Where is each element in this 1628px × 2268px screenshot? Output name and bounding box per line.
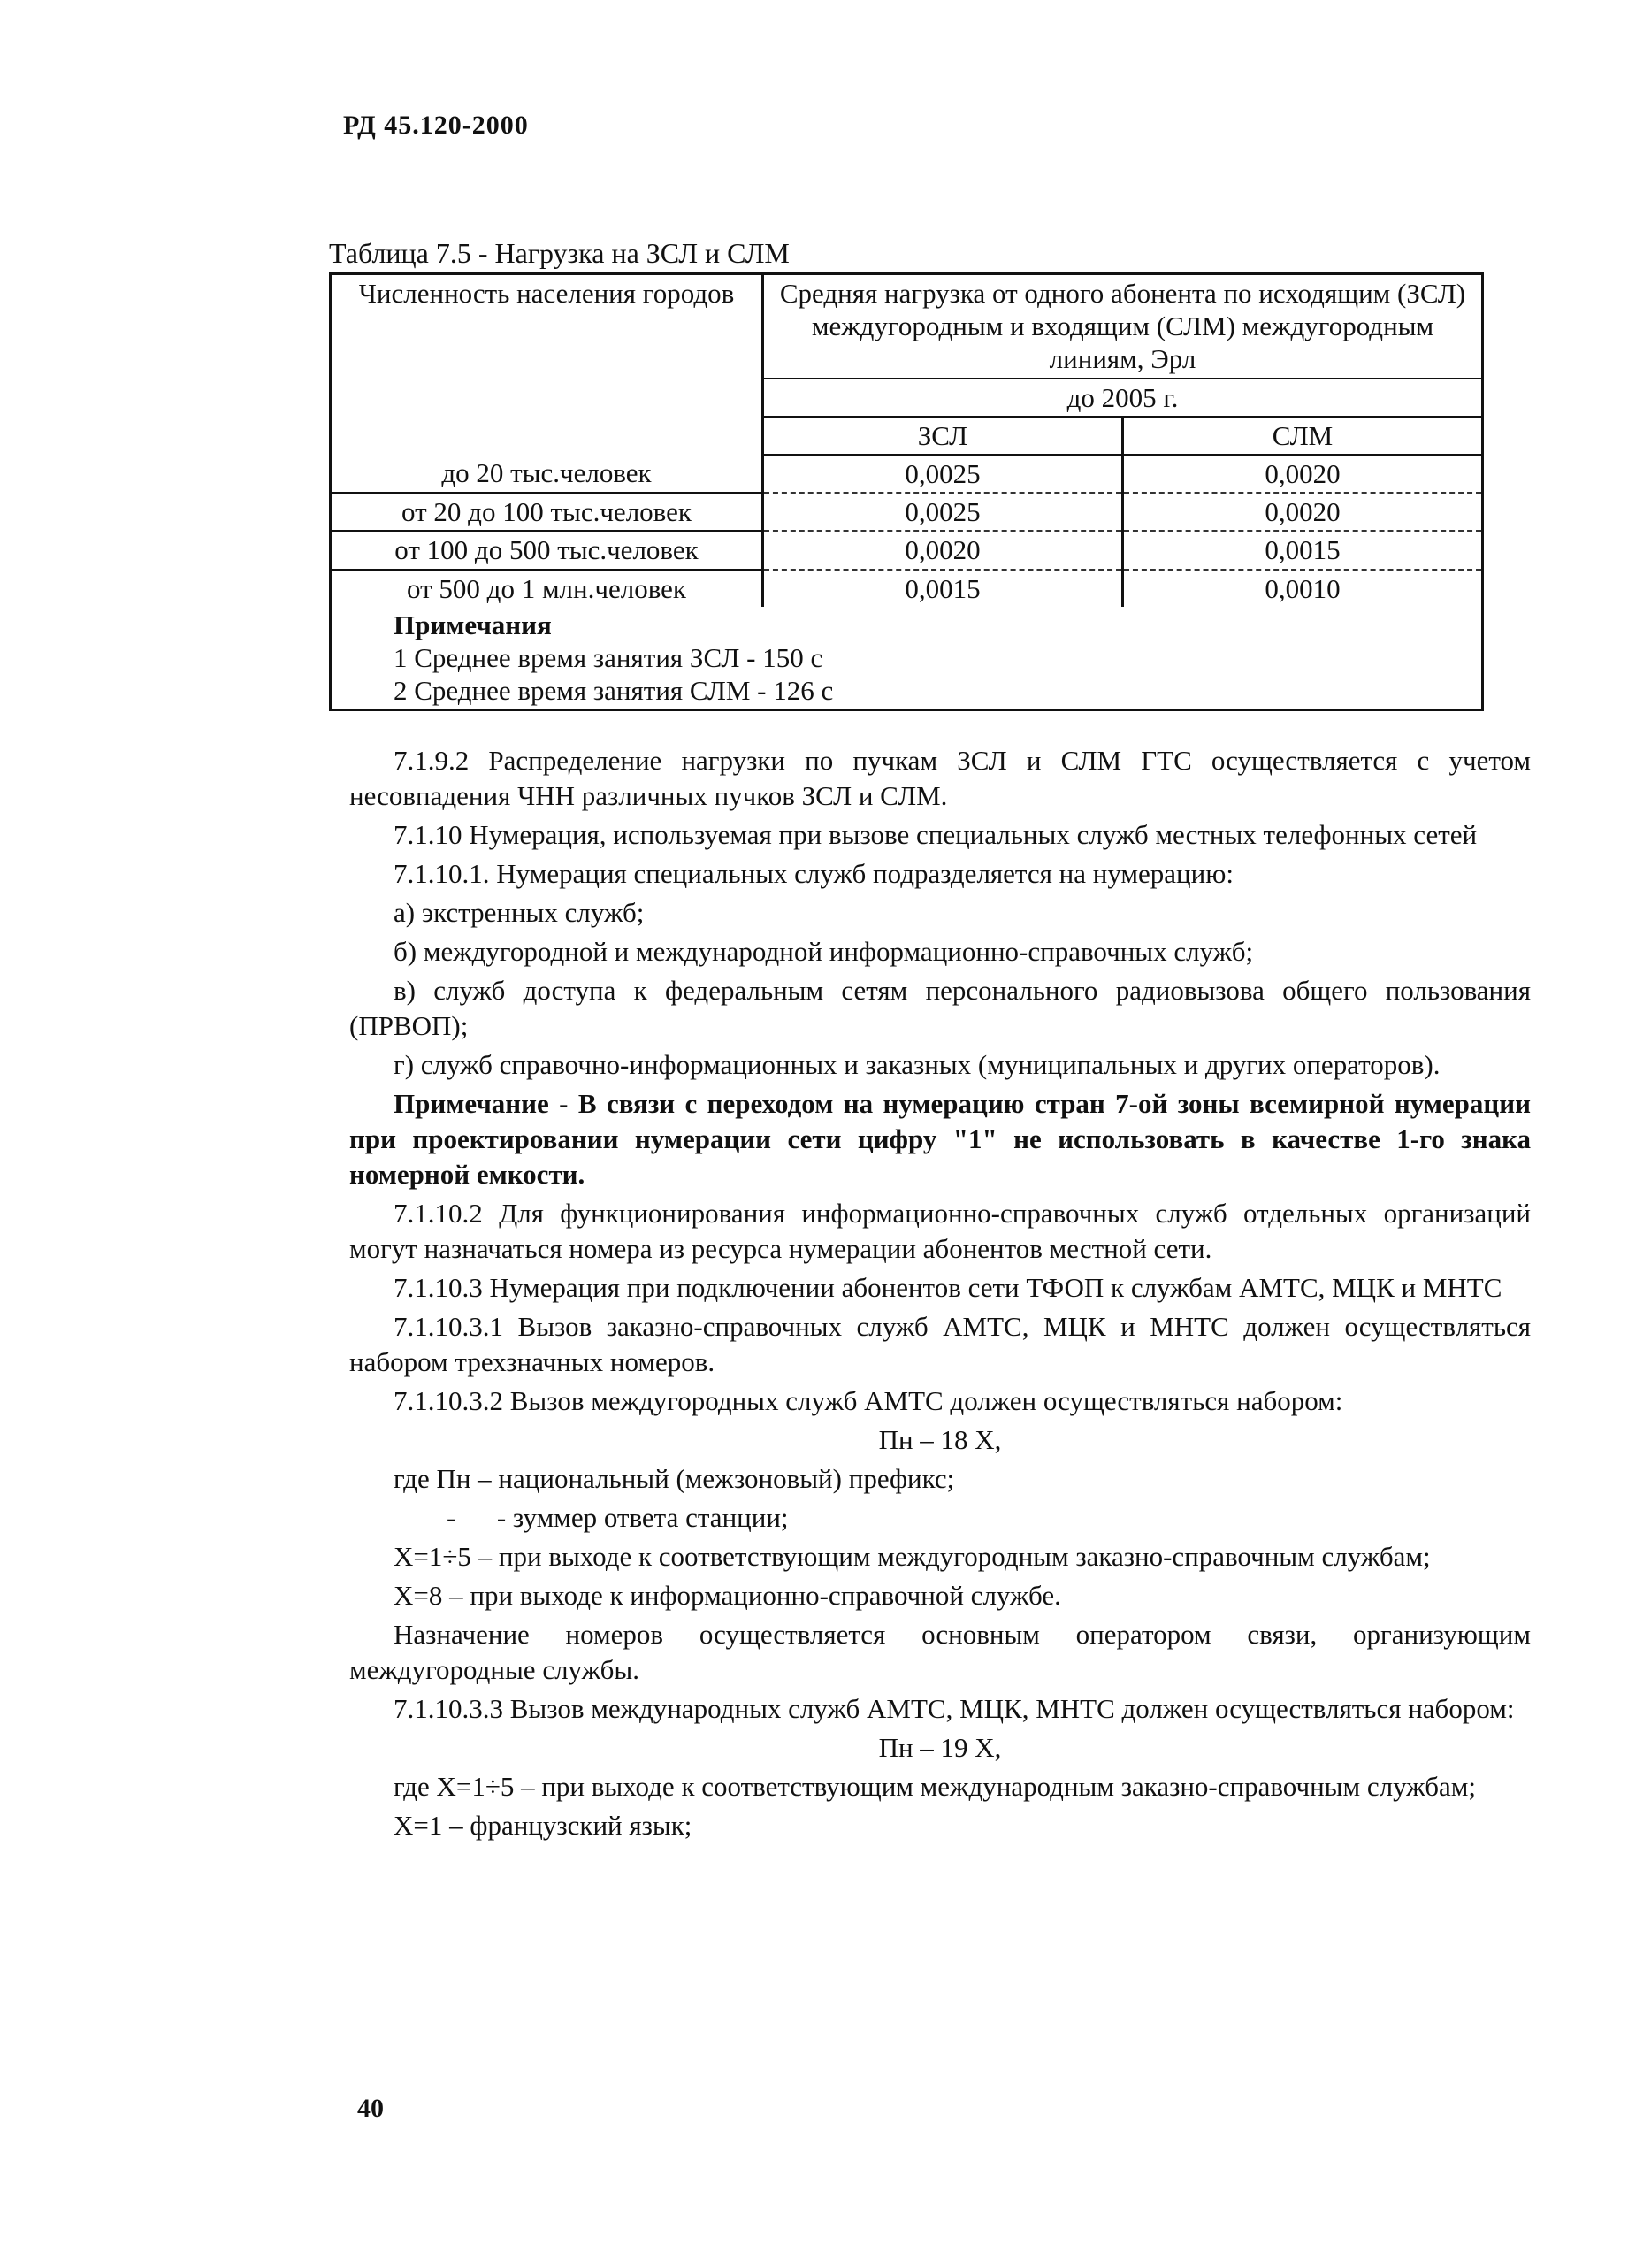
body-text: [349, 743, 1531, 1847]
zsl-value: 0,0025: [763, 493, 1123, 531]
note-item: 2 Среднее время занятия СЛМ - 126 с: [394, 675, 834, 707]
note-paragraph: Примечание - В связи с переходом на нумерацию стран 7-ой зоны всемирной нумерации при проектировании нумерации сети цифру "1" не использовать в качестве 1-го знака номерной емкости.: [349, 1088, 1531, 1190]
slm-header: СЛМ: [1122, 417, 1482, 455]
table-notes: [331, 607, 1483, 710]
paragraph: где Пн – национальный (межзоновый) префикс;: [394, 1463, 955, 1494]
paragraph: 7.1.10.2 Для функционирования информационно-справочных служб отдельных организаций могут назначаться номера из ресурса нумерации абонентов местной сети.: [349, 1198, 1531, 1264]
paragraph: 7.1.10 Нумерация, используемая при вызове специальных служб местных телефонных сетей: [394, 819, 1478, 850]
list-item: а) экстренных служб;: [394, 897, 645, 928]
formula: Пн – 19 Х,: [878, 1732, 1002, 1763]
row-label: от 100 до 500 тыс.человек: [331, 531, 763, 569]
list-item: в) служб доступа к федеральным сетям персонального радиовызова общего пользования (ПРВОП);: [349, 975, 1531, 1041]
zsl-value: 0,0015: [763, 570, 1123, 607]
paragraph: 7.1.10.3.2 Вызов междугородных служб АМТС должен осуществляться набором:: [394, 1385, 1343, 1416]
paragraph: Назначение номеров осуществляется основным оператором связи, организующим междугородные службы.: [349, 1619, 1531, 1685]
row-label: от 20 до 100 тыс.человек: [331, 493, 763, 531]
zsl-value: 0,0025: [763, 455, 1123, 493]
period-header: до 2005 г.: [763, 379, 1483, 417]
paragraph: Х=1÷5 – при выходе к соответствующим междугородным заказно-справочным службам;: [394, 1541, 1431, 1572]
paragraph: 7.1.10.3 Нумерация при подключении абонентов сети ТФОП к службам АМТС, МЦК и МНТС: [394, 1272, 1502, 1303]
paragraph: Х=8 – при выходе к информационно-справочной службе.: [394, 1580, 1061, 1611]
row-label: от 500 до 1 млн.человек: [331, 570, 763, 607]
slm-value: 0,0015: [1122, 531, 1482, 569]
dash-marker: -: [447, 1502, 456, 1533]
paragraph: 7.1.9.2 Распределение нагрузки по пучкам ЗСЛ и СЛМ ГТС осуществляется с учетом несовпадения ЧНН различных пучков ЗСЛ и СЛМ.: [349, 745, 1531, 811]
table-caption: Таблица 7.5 - Нагрузка на ЗСЛ и СЛМ: [329, 237, 790, 269]
paragraph: 7.1.10.1. Нумерация специальных служб подразделяется на нумерацию:: [394, 858, 1234, 889]
population-header: Численность населения городов: [331, 274, 763, 455]
slm-value: 0,0010: [1265, 572, 1341, 604]
paragraph: 7.1.10.3.3 Вызов международных служб АМТС, МЦК, МНТС должен осуществляться набором:: [394, 1693, 1515, 1724]
zsl-value: 0,0020: [763, 531, 1123, 569]
paragraph: 7.1.10.3.1 Вызов заказно-справочных служб АМТС, МЦК и МНТС должен осуществляться набором трехзначных номеров.: [349, 1311, 1531, 1377]
document-code: РД 45.120-2000: [343, 111, 529, 140]
table-row: [331, 570, 1483, 607]
list-item: б) междугородной и международной информационно-справочных служб;: [394, 936, 1254, 967]
table-row: [331, 455, 1483, 493]
slm-value: 0,0020: [1122, 455, 1482, 493]
row-label: до 20 тыс.человек: [331, 455, 763, 493]
load-header: Средняя нагрузка от одного абонента по исходящим (ЗСЛ) междугородным и входящим (СЛМ) междугородным линиям, Эрл: [763, 274, 1483, 379]
list-item: г) служб справочно-информационных и заказных (муниципальных и других операторов).: [394, 1049, 1441, 1080]
dash-text: - зуммер ответа станции;: [496, 1502, 789, 1533]
paragraph: [349, 1500, 1531, 1536]
note-item: 1 Среднее время занятия ЗСЛ - 150 с: [394, 641, 823, 673]
formula: Пн – 18 Х,: [878, 1424, 1002, 1455]
notes-title: Примечания: [394, 609, 552, 640]
paragraph: где Х=1÷5 – при выходе к соответствующим международным заказно-справочным службам;: [394, 1771, 1476, 1802]
table-row: [331, 493, 1483, 531]
page-number: 40: [357, 2094, 384, 2123]
slm-value: 0,0020: [1122, 493, 1482, 531]
table-row: [331, 531, 1483, 569]
paragraph: Х=1 – французский язык;: [394, 1810, 692, 1841]
load-table: [329, 272, 1484, 711]
zsl-header: ЗСЛ: [763, 417, 1123, 455]
